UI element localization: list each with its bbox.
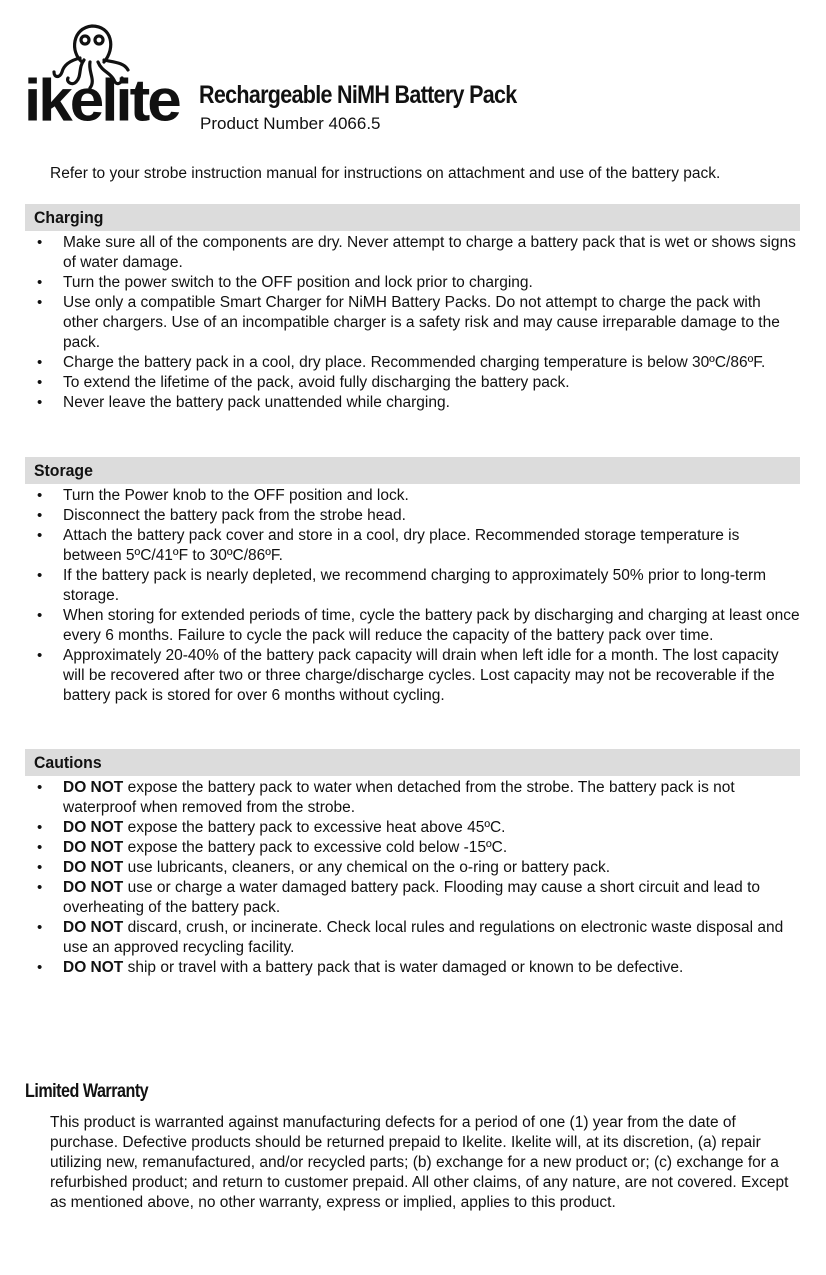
product-number: Product Number 4066.5 [200,114,381,133]
storage-section [25,457,800,706]
list-item: • If the battery pack is nearly depleted, we recommend charging to approximately 50% prior to long-term storage. [37,567,767,604]
list-item: • Disconnect the battery pack from the strobe head. [37,507,406,524]
list-item: • DO NOT use lubricants, cleaners, or any chemical on the o-ring or battery pack. [37,859,611,876]
charging-section [25,204,800,413]
do-not-emphasis: DO NOT [63,839,124,856]
list-item: • DO NOT expose the battery pack to excessive cold below -15ºC. [37,839,508,856]
do-not-emphasis: DO NOT [63,879,124,896]
cautions-list [25,778,800,978]
charging-list [25,233,800,413]
storage-heading: Storage [25,457,800,484]
do-not-emphasis: DO NOT [63,779,124,796]
cautions-heading: Cautions [25,749,800,776]
list-item: • Use only a compatible Smart Charger for NiMH Battery Packs. Do not attempt to charge the pack with other chargers. Use of an incompatible charger is a safety risk and may cause irreparable damage to the pack. [37,294,780,351]
intro-text: Refer to your strobe instruction manual for instructions on attachment and use of the battery pack. [50,165,721,182]
do-not-emphasis: DO NOT [63,819,124,836]
logo-wordmark: ikelite [24,68,179,134]
do-not-emphasis: DO NOT [63,919,124,936]
list-item: • DO NOT ship or travel with a battery pack that is water damaged or known to be defective. [37,959,684,976]
list-item: • Never leave the battery pack unattended while charging. [37,394,450,411]
ikelite-logo [24,22,186,134]
list-item: • To extend the lifetime of the pack, avoid fully discharging the battery pack. [37,374,570,391]
list-item: • DO NOT use or charge a water damaged battery pack. Flooding may cause a short circuit and lead to overheating of the battery pack. [37,879,760,916]
do-not-emphasis: DO NOT [63,859,124,876]
warranty-heading: Limited Warranty [25,1081,149,1102]
cautions-section [25,749,800,978]
list-item: • When storing for extended periods of time, cycle the battery pack by discharging and charging at least once every 6 months. Failure to cycle the pack will reduce the capacity of the battery pack over time. [37,607,800,644]
list-item: • Approximately 20-40% of the battery pack capacity will drain when left idle for a month. The lost capacity will be recovered after two or three charge/discharge cycles. Lost capacity may not be recoverable if the battery pack is stored for over 6 months without cycling. [37,647,779,704]
storage-list [25,486,800,706]
do-not-emphasis: DO NOT [63,959,124,976]
charging-heading: Charging [25,204,800,231]
warranty-text: This product is warranted against manufacturing defects for a period of one (1) year from the date of purchase. Defective products should be returned prepaid to Ikelite. Ikelite will, at its discretion, (a) repair utilizing new, remanufactured, and/or recycled parts; (b) exchange for a new product or; (c) exchange for a refurbished product; and return to customer prepaid. All other claims, of any nature, are not covered. Except as mentioned above, no other warranty, express or implied, applies to this product. [50,1114,789,1211]
header [24,22,804,137]
list-item: • Make sure all of the components are dry. Never attempt to charge a battery pack that is wet or shows signs of water damage. [37,234,796,271]
list-item: • DO NOT discard, crush, or incinerate. Check local rules and regulations on electronic waste disposal and use an approved recycling facility. [37,919,784,956]
list-item: • DO NOT expose the battery pack to water when detached from the strobe. The battery pack is not waterproof when removed from the strobe. [37,779,735,816]
list-item: • Turn the Power knob to the OFF position and lock. [37,487,409,504]
list-item: • Attach the battery pack cover and store in a cool, dry place. Recommended storage temperature is between 5ºC/41ºF to 30ºC/86ºF. [37,527,740,564]
list-item: • DO NOT expose the battery pack to excessive heat above 45ºC. [37,819,506,836]
list-item: • Turn the power switch to the OFF position and lock prior to charging. [37,274,533,291]
list-item: • Charge the battery pack in a cool, dry place. Recommended charging temperature is below 30ºC/86ºF. [37,354,766,371]
document-title: Rechargeable NiMH Battery Pack [199,81,517,109]
